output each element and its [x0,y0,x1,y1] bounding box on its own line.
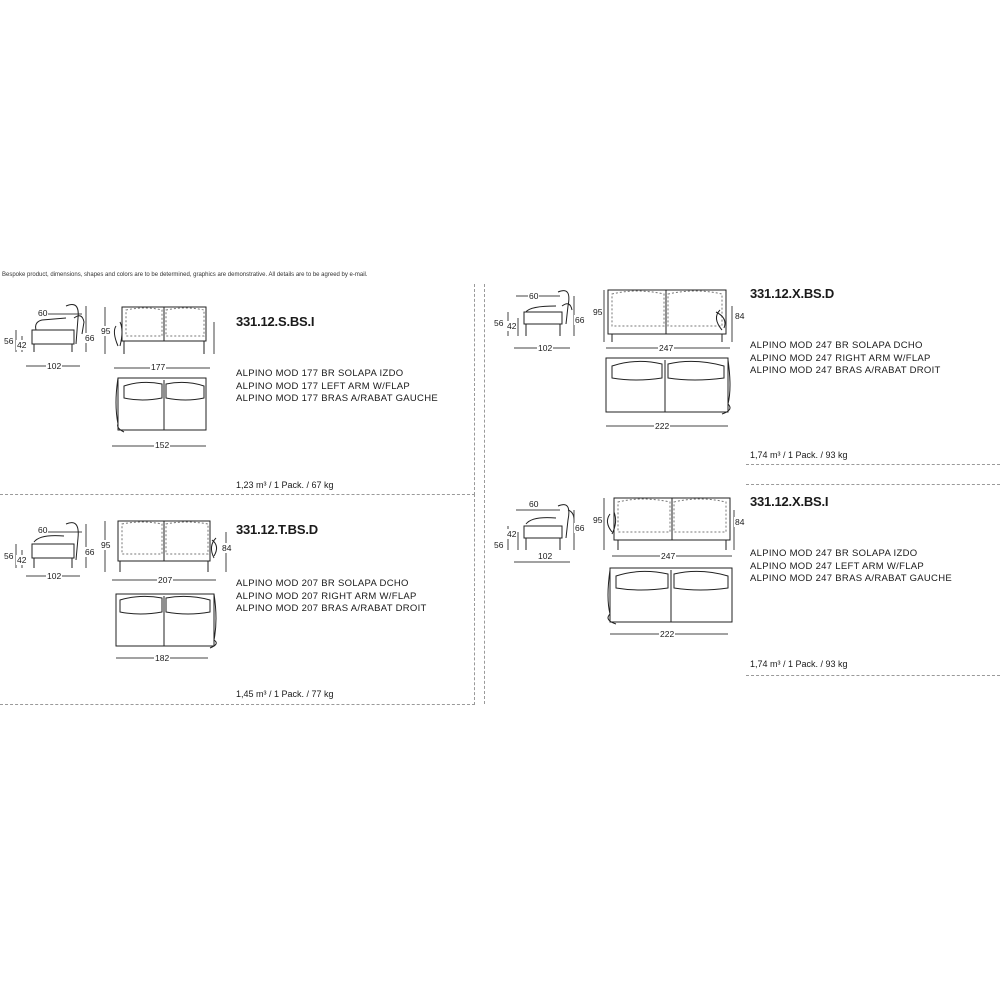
dim-side-length: 102 [47,571,62,581]
dim-seat-height: 42 [507,529,517,539]
dim-side-length: 102 [538,343,553,353]
dim-top-width: 222 [660,629,675,639]
packaging-info: 1,23 m³ / 1 Pack. / 67 kg [236,480,334,490]
product-code: 331.12.S.BS.I [236,314,315,329]
dim-arm-height: 66 [85,547,95,557]
dim-front-width: 247 [659,343,674,353]
dim-front-width: 247 [661,551,676,561]
description-line: ALPINO MOD 247 LEFT ARM W/FLAP [750,560,925,572]
product-code: 331.12.X.BS.D [750,286,835,301]
dim-side-length: 102 [47,361,62,371]
dim-front-height: 95 [101,326,111,336]
dim-right-height: 84 [222,543,232,553]
dim-side-length: 102 [538,551,553,561]
packaging-info: 1,74 m³ / 1 Pack. / 93 kg [750,659,848,669]
description-line: ALPINO MOD 207 BR SOLAPA DCHO [236,578,409,589]
dim-side-depth: 60 [529,499,539,509]
packaging-info: 1,45 m³ / 1 Pack. / 77 kg [236,689,334,699]
dim-seat-height: 42 [507,321,517,331]
dim-side-depth: 60 [38,525,48,535]
dim-seat-height: 42 [17,340,27,350]
dim-front-height: 95 [593,515,603,525]
description-line: ALPINO MOD 207 RIGHT ARM W/FLAP [236,590,417,602]
description-line: ALPINO MOD 247 BRAS A/RABAT GAUCHE [750,573,953,584]
dim-top-width: 182 [155,653,170,663]
dim-side-depth: 60 [529,291,539,301]
dim-total-height: 56 [4,551,14,561]
disclaimer-note: Bespoke product, dimensions, shapes and colors are to be determined, graphics are demonstrative. All details are to be agreed by e-mail. [2,272,368,278]
product-code: 331.12.X.BS.I [750,494,829,509]
description-line: ALPINO MOD 177 BRAS A/RABAT GAUCHE [236,393,439,404]
dim-total-height: 56 [494,318,504,328]
dim-arm-height: 66 [575,315,585,325]
packaging-info: 1,74 m³ / 1 Pack. / 93 kg [750,450,848,460]
front-view-drawing [604,498,734,556]
description-line: ALPINO MOD 247 BR SOLAPA DCHO [750,340,923,351]
dim-front-width: 207 [158,575,173,585]
dim-front-width: 177 [151,362,166,372]
description-line: ALPINO MOD 207 BRAS A/RABAT DROIT [236,603,427,614]
dim-right-height: 84 [735,311,745,321]
dim-total-height: 56 [4,336,14,346]
dim-front-height: 95 [101,540,111,550]
dim-arm-height: 66 [85,333,95,343]
dim-top-width: 222 [655,421,670,431]
dim-front-height: 95 [593,307,603,317]
description-line: ALPINO MOD 177 BR SOLAPA IZDO [236,368,404,379]
product-code: 331.12.T.BS.D [236,522,318,537]
description-line: ALPINO MOD 247 RIGHT ARM W/FLAP [750,352,931,364]
column-divider [484,284,485,704]
dim-seat-height: 42 [17,555,27,565]
dim-total-height: 56 [494,540,504,550]
product-description [750,548,952,586]
dim-side-depth: 60 [38,308,48,318]
dim-right-height: 84 [735,517,745,527]
top-view-drawing [608,568,732,634]
dim-top-width: 152 [155,440,170,450]
description-line: ALPINO MOD 247 BRAS A/RABAT DROIT [750,365,941,376]
description-line: ALPINO MOD 247 BR SOLAPA IZDO [750,548,918,559]
dim-arm-height: 66 [575,523,585,533]
description-line: ALPINO MOD 177 LEFT ARM W/FLAP [236,380,411,392]
